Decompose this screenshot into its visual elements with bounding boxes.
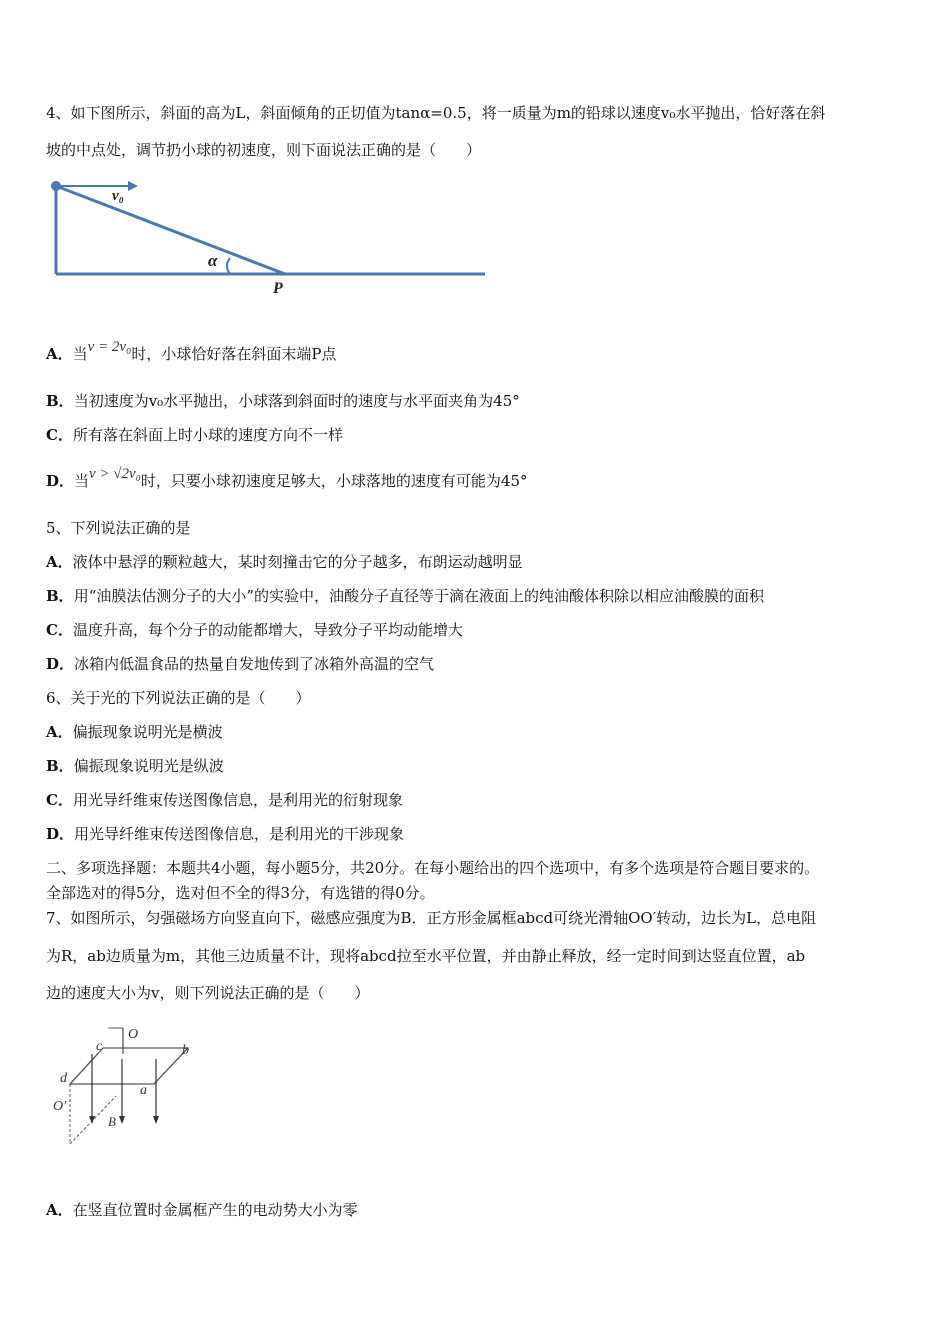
q4-option-c: C．所有落在斜面上时小球的速度方向不一样 bbox=[46, 426, 343, 444]
q6-option-c: C．用光导纤维束传送图像信息，是利用光的衍射现象 bbox=[46, 791, 403, 809]
label-B: B bbox=[108, 1114, 116, 1129]
q7-stem-line2: 为R，ab边质量为m，其他三边质量不计，现将abcd拉至水平位置，并由静止释放，经一定时间到达竖直位置，ab bbox=[46, 947, 806, 965]
incline-surface bbox=[56, 186, 285, 274]
q6-option-a: A．偏振现象说明光是横波 bbox=[46, 723, 223, 741]
label-d: d bbox=[60, 1071, 67, 1086]
field-arrowhead bbox=[153, 1116, 159, 1124]
label-O-prime: O′ bbox=[53, 1099, 67, 1114]
field-arrowhead bbox=[89, 1116, 95, 1124]
option-letter: A． bbox=[46, 345, 73, 363]
label-b: b bbox=[182, 1043, 189, 1058]
section2-header-line1: 二、多项选择题：本题共4小题，每小题5分，共20分。在每小题给出的四个选项中，有多个选项是符合题目要求的。 bbox=[46, 859, 820, 877]
q5-option-b: B．用“油膜法估测分子的大小”的实验中，油酸分子直径等于滴在液面上的纯油酸体积除以相应油酸膜的面积 bbox=[46, 587, 765, 605]
angle-arc bbox=[227, 258, 230, 274]
label-a: a bbox=[140, 1083, 147, 1098]
alpha-label: α bbox=[208, 251, 218, 270]
q4-stem-line2: 坡的中点处，调节扔小球的初速度，则下面说法正确的是（ ） bbox=[46, 141, 482, 159]
q7-stem-line1: 7、如图所示，匀强磁场方向竖直向下，磁感应强度为B．正方形金属框abcd可绕光滑轴OO′转动，边长为L，总电阻 bbox=[46, 909, 817, 927]
q4-stem-line1: 4、如下图所示，斜面的高为L，斜面倾角的正切值为tanα=0.5，将一质量为m的铅球以速度v₀水平抛出，恰好落在斜 bbox=[46, 104, 826, 122]
q5-option-a: A．液体中悬浮的颗粒越大，某时刻撞击它的分子越多，布朗运动越明显 bbox=[46, 553, 523, 571]
label-O: O bbox=[128, 1027, 139, 1042]
q6-stem: 6、关于光的下列说法正确的是（ ） bbox=[46, 689, 311, 707]
velocity-arrowhead bbox=[128, 181, 138, 191]
label-c: c bbox=[96, 1039, 103, 1054]
q5-option-c: C．温度升高，每个分子的动能都增大，导致分子平均动能增大 bbox=[46, 621, 463, 639]
q4-option-b: B．当初速度为v₀水平抛出，小球落到斜面时的速度与水平面夹角为45° bbox=[46, 392, 520, 410]
field-arrowhead bbox=[119, 1116, 125, 1124]
math-expression: v = 2v₀ bbox=[87, 339, 132, 355]
q5-stem: 5、下列说法正确的是 bbox=[46, 519, 191, 537]
q7-frame-figure bbox=[48, 1024, 208, 1154]
q7-stem-line3: 边的速度大小为v，则下列说法正确的是（ ） bbox=[46, 984, 370, 1002]
math-expression: v > √2v₀ bbox=[89, 466, 141, 482]
q6-option-d: D．用光导纤维束传送图像信息，是利用光的干涉现象 bbox=[46, 825, 405, 843]
q4-option-d: D．当v > √2v₀时，只要小球初速度足够大，小球落地的速度有可能为45° bbox=[46, 466, 528, 490]
q6-option-b: B．偏振现象说明光是纵波 bbox=[46, 757, 224, 775]
q4-option-a: A．当v = 2v₀时，小球恰好落在斜面末端P点 bbox=[46, 339, 337, 363]
q4-incline-figure bbox=[40, 172, 500, 302]
q5-option-d: D．冰箱内低温食品的热量自发地传到了冰箱外高温的空气 bbox=[46, 655, 435, 673]
p-label: P bbox=[273, 280, 283, 297]
v0-label: v₀ bbox=[112, 188, 124, 204]
metal-frame bbox=[70, 1048, 188, 1084]
section2-header-line2: 全部选对的得5分，选对但不全的得3分，有选错的得0分。 bbox=[46, 884, 435, 902]
q7-option-a: A．在竖直位置时金属框产生的电动势大小为零 bbox=[46, 1201, 358, 1219]
